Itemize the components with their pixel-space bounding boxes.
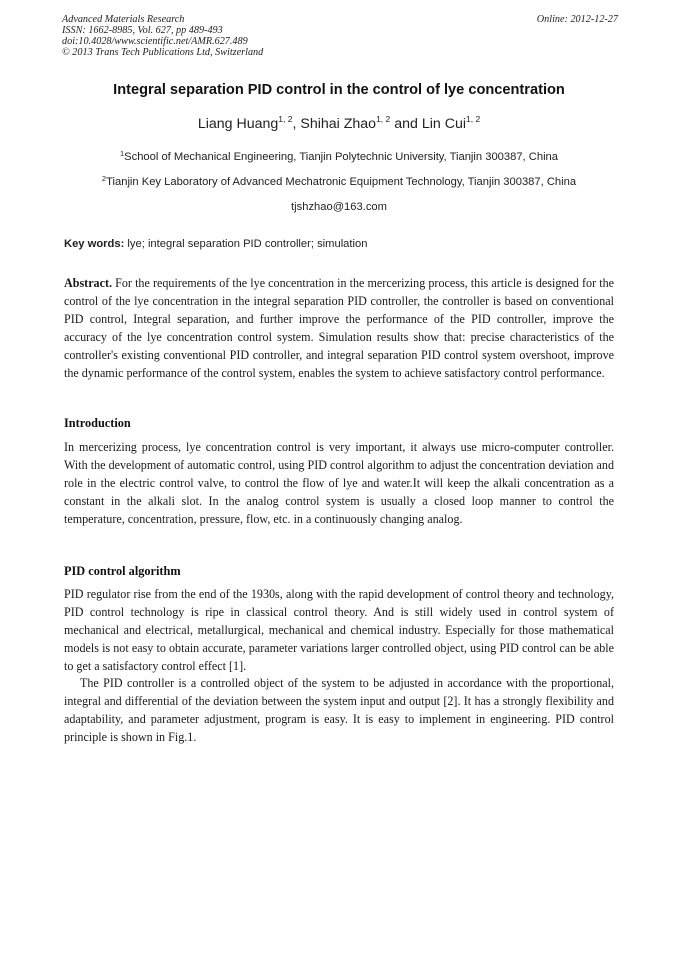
author-separator: and [390, 116, 422, 132]
author-name: Shihai Zhao [300, 116, 377, 132]
affiliation-text: School of Mechanical Engineering, Tianjin Polytechnic University, Tianjin 300387, China [124, 151, 559, 163]
author-affil-sup: 1, 2 [466, 114, 481, 124]
email-line: tjshzhao@163.com [291, 201, 387, 213]
author-affil-sup: 1, 2 [376, 114, 391, 124]
keywords-label: Key words: [64, 238, 125, 250]
online-date: Online: 2012-12-27 [536, 14, 618, 25]
author-list [40, 114, 638, 134]
doi-line: doi:10.4028/www.scientific.net/AMR.627.489 [62, 36, 248, 47]
introduction-heading: Introduction [64, 416, 131, 430]
paper-title: Integral separation PID control in the control of lye concentration [113, 82, 565, 98]
introduction-text: In mercerizing process, lye concentration control is very important, it always use micro-computer controller. With the development of automatic control, using PID control algorithm to adjust the concentration deviation and role in the electric control valve, to control the flow of lye and water.It will keep the alkali concentration as a constant in the alkali slot. In the analog control system is usually a closed loop manner to control the temperature, concentration, pressure, flow, etc. in a continuously changing analog. [64, 440, 614, 526]
affiliation-2 [20, 175, 658, 190]
abstract-text: For the requirements of the lye concentration in the mercerizing process, this article is designed for the control of the lye concentration in the integral separation PID controller, the controller is based on conventional PID control, Integral separation, and further improve the performance of the PID controller, improve the accuracy of the lye concentration control system. Simulation results show that: precise characteristics of the controller's existing conventional PID controller, and integral separation PID control system overshoot, improve the dynamic performance of the control system, enables the system to achieve satisfactory control performance. [64, 276, 614, 380]
pid-paragraph-2: The PID controller is a controlled object of the system to be adjusted in accordance with the proportional, integral and differential of the deviation between the system input and output [2]. It has a strongly flexibility and adaptability, and parameter adjustment, program is easy. It is easy to implement in engineering. PID control principle is shown in Fig.1. [64, 676, 614, 744]
pid-section-heading: PID control algorithm [64, 564, 181, 578]
pid-paragraph-1: PID regulator rise from the end of the 1930s, along with the rapid development of control theory and technology, PID control technology is ripe in classical control theory. And is still widely used in control system of mechanical and electrical, metallurgical, mechanical and chemical industry. Especially for those mathematical models is not easy to obtain accurate, parameter variations larger controlled object, using PID control can be able to get a satisfactory control effect [1]. [64, 587, 614, 673]
abstract-label: Abstract. [64, 276, 113, 290]
copyright-line: © 2013 Trans Tech Publications Ltd, Switzerland [62, 47, 264, 58]
affiliation-text: Tianjin Key Laboratory of Advanced Mechatronic Equipment Technology, Tianjin 300387, China [106, 176, 577, 188]
affiliation-1 [20, 150, 658, 165]
author-separator: , [292, 116, 301, 132]
author-name: Liang Huang [197, 116, 279, 132]
journal-header [62, 14, 618, 58]
affiliation-sup: 2 [101, 174, 107, 183]
issn-line: ISSN: 1662-8985, Vol. 627, pp 489-493 [62, 25, 223, 36]
keywords-text: lye; integral separation PID controller; simulation [124, 238, 368, 250]
author-name: Lin Cui [421, 116, 466, 132]
author-affil-sup: 1, 2 [278, 114, 293, 124]
keywords [64, 237, 624, 252]
abstract [64, 275, 614, 382]
journal-name: Advanced Materials Research [62, 14, 185, 25]
affiliation-sup: 1 [119, 149, 125, 158]
